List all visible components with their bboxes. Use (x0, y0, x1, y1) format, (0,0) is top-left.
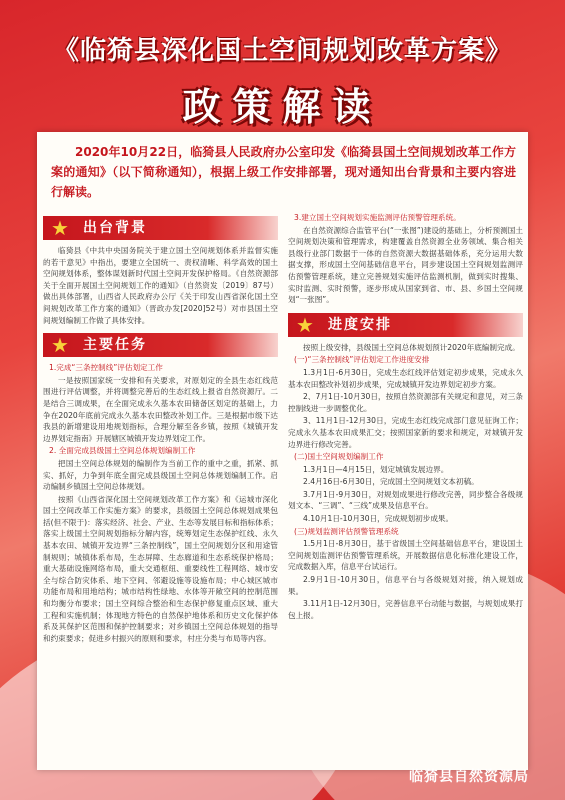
section-heading-label: 主要任务 (83, 337, 147, 354)
schedule-item: 3.11月1日-12月30日，完善信息平台动能与数据，与规划成果打包上报。 (288, 599, 523, 620)
background-paragraph: 临猗县《中共中央国务院关于建立国土空间规划体系并监督实施的若干意见》中指出，要建立全国统一、责权清晰、科学高效的国土空间规划体系，整体谋划新时代国土空间开发保护格局。《自然资源部关于全面开展国土空间规划工作的通知》（自然资发〔2019〕87号）做出具体部署，山西省人民政府办公厅《关于印发山西省深化国土空间规划改革工作方案的通知》（晋政办发[2020]52号）对市县国土空间规划编制工作做了具体安排。 (43, 246, 278, 325)
page-title: 《临猗县深化国土空间规划改革方案》 (52, 36, 512, 66)
schedule-subheading: (三)规划监测评估预警管理系统 (294, 526, 399, 536)
section-heading-label: 出台背景 (83, 220, 147, 236)
star-icon: ★ (296, 312, 316, 337)
section-heading-tasks (43, 333, 278, 357)
task-subheading: 2. 全面完成县级国土空间总体规划编制工作 (49, 446, 196, 456)
task-paragraph: 把国土空间总体规划的编制作为当前工作的重中之重，抓紧、抓实、抓好，力争到年底全面完成县级国土空间总体规划编制工作。启动编制乡镇国土空间总体规划。 (43, 458, 278, 492)
schedule-item: 4.10月1日-10月30日，完成规划初步成果。 (303, 514, 454, 524)
schedule-subheading: (一)“三条控制线”评估划定工作进度安排 (294, 355, 430, 365)
schedule-item: 1.5月1日-8月30日，基于省级国土空间基础信息平台，建设国土空间规划监测评估预警管理系统，开展数据信息化标准化建设工作，完成数据入库，信息平台试运行。 (288, 539, 523, 572)
section-heading-schedule (288, 313, 523, 337)
task-paragraph: 按照《山西省深化国土空间规划改革工作方案》和《运城市深化国土空间改革工作实施方案》的要求，县级国土空间总体规划成果包括(但不限于)：落实经济、社会、产业、生态等发展目标和指标体系；落实上级国土空间规划指标分解内容，统筹划定生态保护红线、永久基本农田、城镇开发边界“三条控制线”，国土空间规划分区和用途管制规则；城镇体系布局，生态屏障、生态廊道和生态系统保护格局；重大基础设施网络布局，重大交通枢纽、重要线性工程网络、城市安全与综合防灾体系、地下空间、邻避设施等设施布局；中心城区城市功能布局和用地结构；城市结构性绿地、水体等开敞空间的控制范围和均衡分布要求；国土空间综合整治和生态保护修复重点区域、重大工程和实施机制；体现地方特色的自然保护地体系和历史文化保护体系及其保护区范围和保护控制要求；对乡镇国土空间总体规划的指导和约束要求；促进乡村振兴的原则和要求，村庄分类与布局等内容。 (43, 494, 278, 643)
schedule-subheading: (二)国土空间规划编制工作 (294, 452, 384, 462)
left-column (43, 216, 278, 645)
section-heading-label: 进度安排 (328, 316, 392, 333)
task-subheading: 3.建立国土空间规划实施监测评估预警管理系统。 (294, 213, 461, 222)
section-heading-background (43, 216, 278, 240)
task-subheading: 1.完成“三条控制线”评估划定工作 (49, 363, 163, 373)
content-panel (37, 132, 528, 770)
schedule-item: 1.3月1日-6月30日，完成生态红线评估划定初步成果，完成永久基本农田整改补划初步成果，完成城镇开发边界划定初步方案。 (288, 367, 523, 389)
schedule-item: 2.4月16日-6月30日，完成国土空间规划文本初稿。 (303, 477, 479, 487)
star-icon: ★ (51, 216, 71, 240)
task-paragraph: 在自然资源综合监管平台(“一张图”)建设的基础上，分析预测国土空间规划决策和管理需求，构建覆盖自然资源全业务领域、集合相关县级行业部门数据于一体的自然资源大数据基础体系，充分运用大数据支撑，形成国土空间基础信息平台，同步建设国土空间规划监测评估预警管理系统，建立完善规划实施评估监测机制，做到实时搜集、实时监测、实时预警，逐步形成从国家到省、市、县、乡国土空间规划“一张图”。 (288, 225, 523, 305)
schedule-item: 3.7月1日-9月30日，对规划成果进行修改完善，同步整合各级规划文本、“三调”、“三线”成果及信息平台。 (288, 489, 523, 511)
right-column (288, 212, 523, 622)
schedule-item: 3、11月1日-12月30日，完成生态红线完成部门意见征询工作；完成永久基本农田成果汇交；按照国家新的要求和规定，对城镇开发边界进行修改完善。 (288, 416, 523, 449)
task-paragraph: 一是按照国家统一安排和有关要求，对原划定的全县生态红线范围进行评估调整，并将调整完善后的生态红线上报省自然资源厅。二是结合三调成果，在全面完成永久基本农田储备区划定的基础上，力争在2020年底前完成永久基本农田整改补划工作。三是根据市级下达我县的新增建设用地规划指标，合理分解至各乡镇，按照《城镇开发边界划定指南》开展辖区城镇开发边界划定工作。 (43, 375, 278, 443)
schedule-paragraph: 按照上级安排，县级国土空间总体规划预计2020年底编制完成。 (303, 342, 520, 352)
page-subtitle: 政策解读 (182, 85, 383, 129)
intro-paragraph: 2020年10月22日，临猗县人民政府办公室印发《临猗县国土空间规划改革工作方案的通知》（以下简称通知），根据上级工作安排部署，现对通知出台背景和主要内容进行解读。 (51, 145, 516, 199)
schedule-item: 2.9月1日-10月30日，信息平台与各级规划对接，纳入规划成果。 (288, 575, 523, 596)
schedule-item: 1.3月1日—4月15日，划定城镇发展边界。 (303, 464, 449, 474)
schedule-item: 2、7月1日-10月30日，按照自然资源部有关规定和意见，对三条控制线进一步调整优化。 (288, 392, 523, 413)
star-icon: ★ (51, 333, 71, 358)
issuer-name: 临猗县自然资源局 (409, 769, 529, 785)
